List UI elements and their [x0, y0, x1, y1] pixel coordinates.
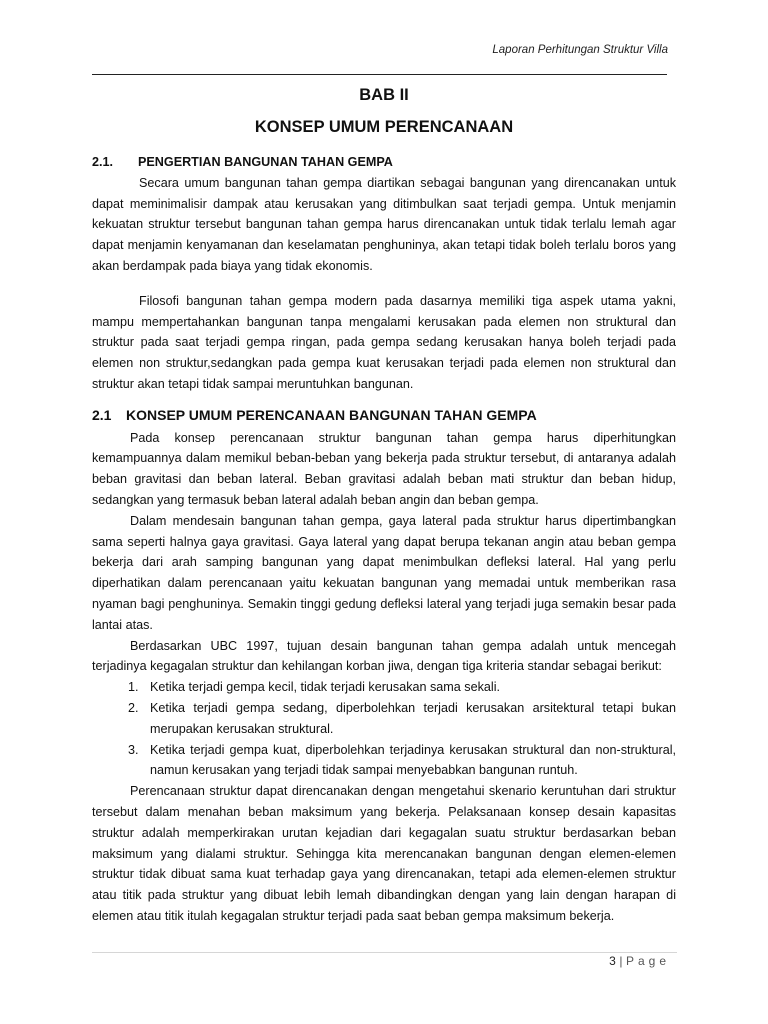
page-label: Page — [625, 954, 670, 968]
section-heading-2-1 — [92, 405, 676, 426]
page-content — [92, 84, 676, 927]
list-item-text: Ketika terjadi gempa sedang, diperbolehkan terjadi kerusakan arsitektural tetapi bukan merupakan kerusakan struktural. — [150, 700, 676, 736]
paragraph-gap — [92, 277, 676, 291]
paragraph: Perencanaan struktur dapat direncanakan dengan mengetahui skenario keruntuhan dari struktur tersebut dalam menahan beban maksimum yang bekerja. Pelaksanaan konsep desain kapasitas struktur adalah memperkirakan urutan kejadian dari kegagalan suatu struktur berdasarkan beban maksimum yang dialami struktur. Sehingga kita merencanakan bangunan dengan elemen-elemen struktur tidak dibuat sama kuat terhadap gaya yang direncanakan, tetapi ada elemen-elemen struktur atau titik pada struktur yang dibuat lebih lemah dibandingkan dengan yang lain dengan harapan di elemen atau titik itulah kegagalan struktur terjadi pada saat beban gempa maksimum bekerja. — [92, 784, 676, 923]
page-number: 3 — [609, 954, 617, 968]
list-marker: 3. — [128, 742, 139, 757]
list-marker: 2. — [128, 700, 139, 715]
criteria-list — [92, 677, 676, 781]
footer-rule — [92, 952, 677, 953]
section-number: 2.1. — [92, 155, 114, 169]
paragraph: Pada konsep perencanaan struktur bangunan tahan gempa harus diperhitungkan kemampuannya dalam memikul beban-beban yang bekerja pada struktur tersebut, di antaranya adalah beban gravitasi dan beban lateral. Beban gravitasi adalah beban mati struktur dan beban hidup, sedangkan yang termasuk beban lateral adalah beban angin dan beban gempa. — [92, 430, 676, 507]
header-rule — [92, 74, 667, 75]
footer-separator: | — [619, 954, 623, 968]
page-number-footer — [609, 954, 670, 968]
paragraph: Dalam mendesain bangunan tahan gempa, gaya lateral pada struktur harus dipertimbangkan sama seperti halnya gaya gravitasi. Gaya lateral yang dapat berupa tekanan angin atau beban gempa bekerja dari arah samping bangunan yang dapat menimbulkan defleksi lateral. Hal yang perlu diperhatikan dalam perencanaan yaitu kekuatan bangunan yang memadai untuk memberikan rasa nyaman bagi penghuninya. Semakin tinggi gedung defleksi lateral yang terjadi juga semakin besar pada lantai atas. — [92, 513, 676, 632]
section-title: PENGERTIAN BANGUNAN TAHAN GEMPA — [138, 155, 393, 169]
list-item — [92, 677, 676, 698]
running-header: Laporan Perhitungan Struktur Villa — [492, 44, 668, 56]
list-item — [92, 740, 676, 782]
paragraph: Secara umum bangunan tahan gempa diartikan sebagai bangunan yang direncanakan untuk dapat meminimalisir dampak atau kerusakan yang ditimbulkan saat terjadi gempa. Untuk menjamin kekuatan struktur tersebut bangunan tahan gempa harus direncanakan untuk tidak terlalu lemah agar dapat menjamin kenyamanan dan keselamatan penghuninya, akan tetapi tidak boleh terlalu boros yang akan berdampak pada biaya yang tidak ekonomis. — [92, 175, 676, 273]
list-item-text: Ketika terjadi gempa kecil, tidak terjadi kerusakan sama sekali. — [150, 680, 500, 695]
chapter-title: KONSEP UMUM PERENCANAAN — [254, 118, 514, 136]
section-title: KONSEP UMUM PERENCANAAN BANGUNAN TAHAN GEMPA — [126, 406, 537, 423]
section-number: 2.1 — [92, 406, 112, 423]
paragraph: Filosofi bangunan tahan gempa modern pada dasarnya memiliki tiga aspek utama yakni, mampu mempertahankan bangunan tanpa mengalami kerusakan pada elemen non struktural dan struktur pada saat terjadi gempa ringan, pada gempa sedang kerusakan hanya boleh terjadi pada elemen non struktur,sedangkan pada gempa kuat kerusakan terjadi pada elemen non struktural dan struktur akan tetapi tidak sampai meruntuhkan bangunan. — [92, 293, 676, 391]
section-heading-2-1-dot — [92, 152, 676, 173]
chapter-number: BAB II — [359, 86, 409, 104]
paragraph: Berdasarkan UBC 1997, tujuan desain bangunan tahan gempa adalah untuk mencegah terjadinya kegagalan struktur dan kehilangan korban jiwa, dengan tiga kriteria standar sebagai berikut: — [92, 638, 676, 674]
list-item — [92, 698, 676, 740]
list-item-text: Ketika terjadi gempa kuat, diperbolehkan terjadinya kerusakan struktural dan non-struktural, namun kerusakan yang terjadi tidak sampai menyebabkan bangunan runtuh. — [150, 742, 676, 778]
list-marker: 1. — [128, 680, 139, 695]
